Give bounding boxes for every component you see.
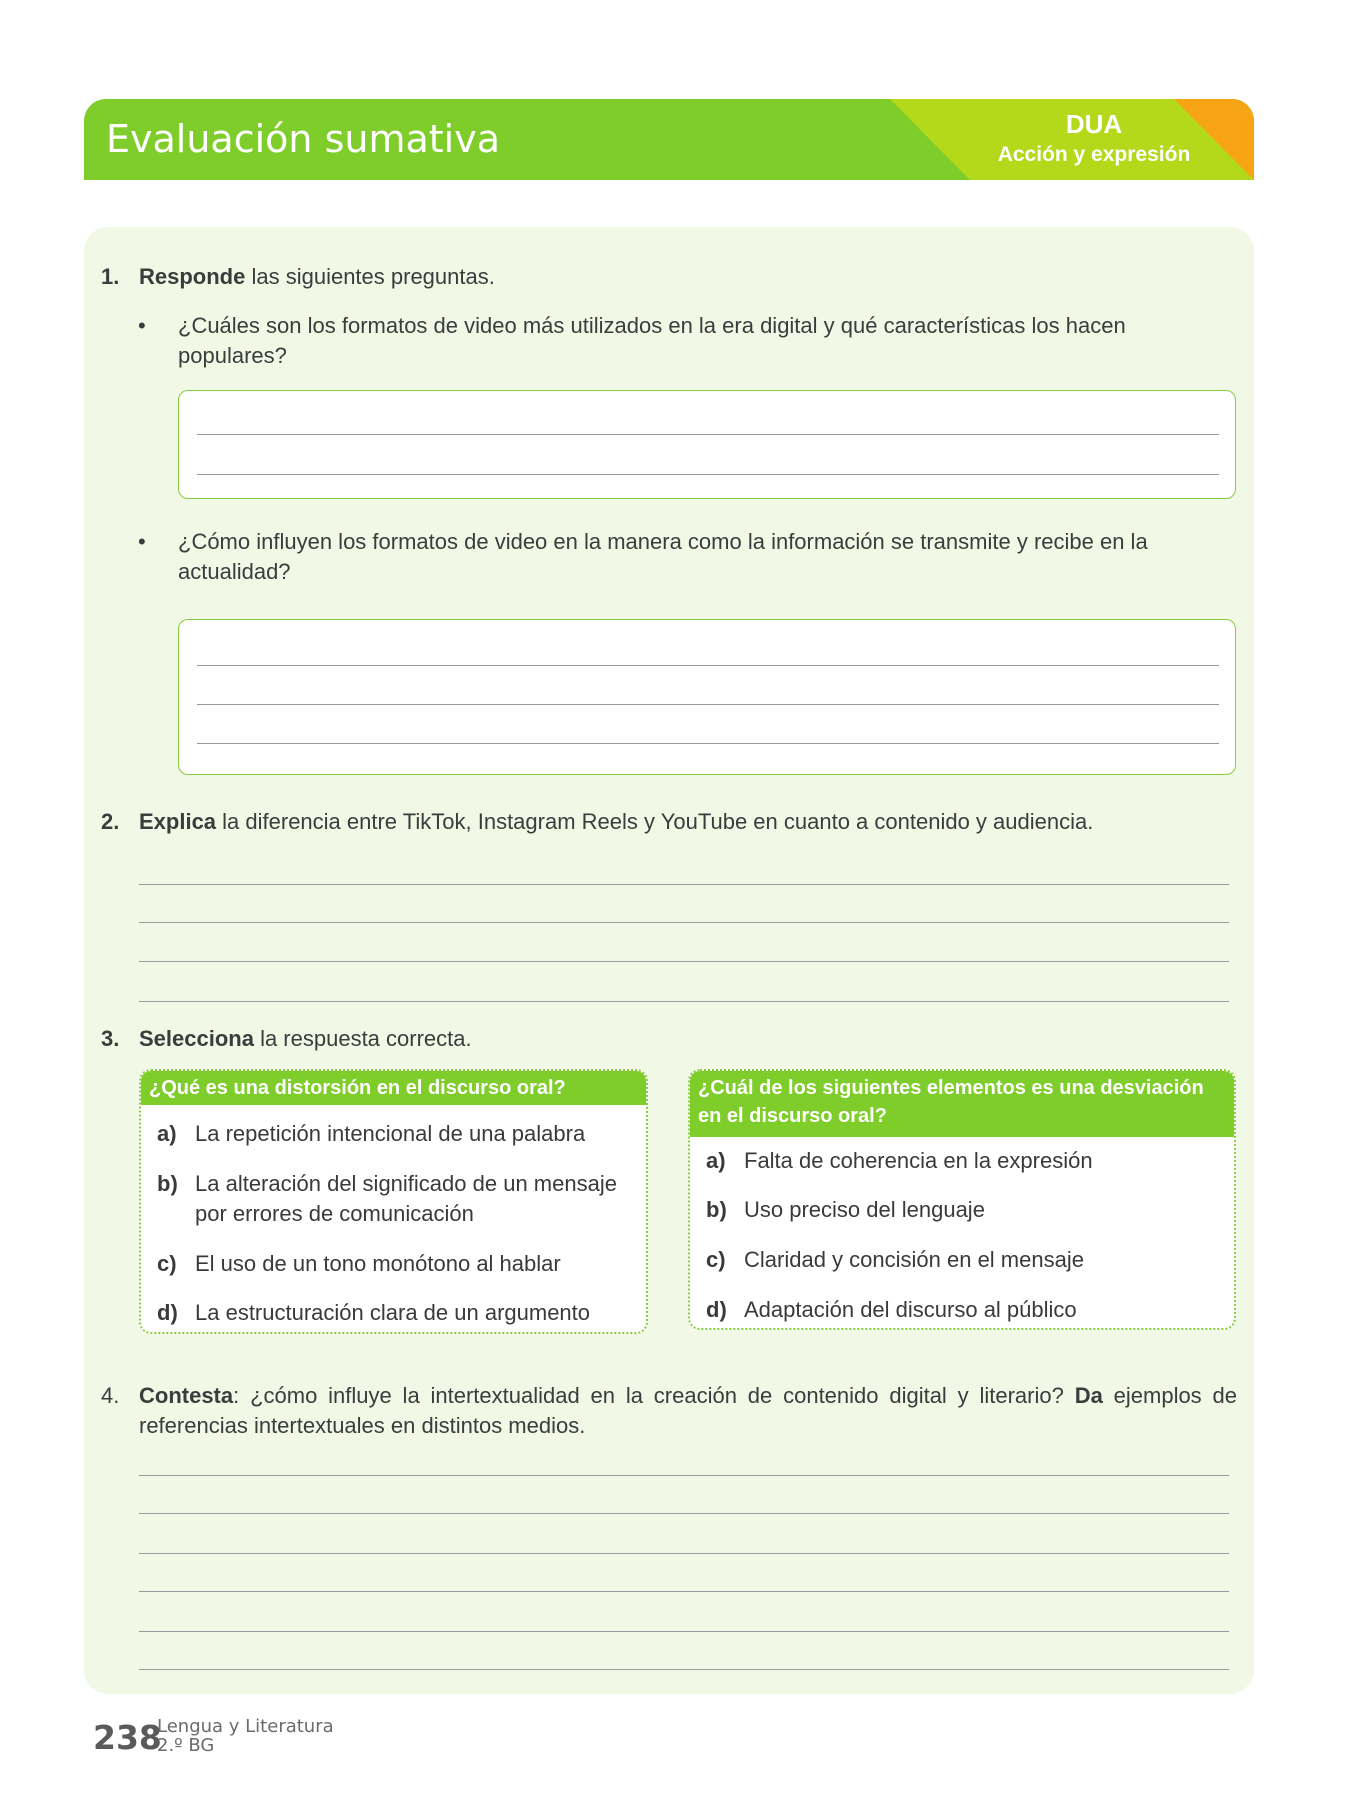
choice-card-2 bbox=[688, 1069, 1236, 1330]
question-number: 3. bbox=[101, 1026, 120, 1051]
question-3 bbox=[101, 1024, 472, 1054]
question-verb: Da bbox=[1074, 1383, 1103, 1408]
question-2 bbox=[101, 807, 1241, 837]
question-4-number: 4. bbox=[101, 1383, 120, 1408]
subject: Lengua y Literatura bbox=[157, 1716, 334, 1737]
answer-box-1[interactable] bbox=[178, 390, 1236, 499]
question-text: ejemplos de referencias intertextuales en distintos medios. bbox=[139, 1383, 1237, 1438]
bullet-question: ¿Cómo influyen los formatos de video en la manera como la información se transmite y recibe en la actualidad? bbox=[178, 529, 1148, 584]
question-text: la respuesta correcta. bbox=[253, 1026, 472, 1051]
card-question: ¿Qué es una distorsión en el discurso oral? bbox=[141, 1071, 646, 1105]
section-header bbox=[84, 99, 1254, 180]
option-a[interactable]: a) Falta de coherencia en la expresión bbox=[706, 1148, 1093, 1173]
question-verb: Responde bbox=[139, 264, 246, 289]
footer-subject bbox=[157, 1717, 334, 1755]
bullet-question: ¿Cuáles son los formatos de video más utilizados en la era digital y qué características los hacen populares? bbox=[178, 313, 1126, 368]
question-verb: Explica bbox=[139, 809, 217, 834]
question-text: las siguientes preguntas. bbox=[245, 264, 495, 289]
question-text: : ¿cómo influye la intertextualidad en la creación de contenido digital y literario? bbox=[233, 1383, 1075, 1408]
option-a[interactable]: a) La repetición intencional de una palabra bbox=[157, 1121, 586, 1146]
option-b[interactable]: b) La alteración del significado de un mensaje por errores de comunicación bbox=[157, 1171, 617, 1226]
option-d[interactable]: d) La estructuración clara de un argumento bbox=[157, 1300, 591, 1325]
bullet-icon: • bbox=[138, 529, 146, 554]
option-b[interactable]: b) Uso preciso del lenguaje bbox=[706, 1197, 985, 1222]
section-title: Evaluación sumativa bbox=[106, 117, 500, 161]
bullet-icon: • bbox=[138, 313, 146, 338]
dua-label: DUA bbox=[1065, 109, 1123, 139]
choice-card-1 bbox=[139, 1069, 648, 1334]
option-d[interactable]: d) Adaptación del discurso al público bbox=[706, 1297, 1077, 1322]
option-c[interactable]: c) El uso de un tono monótono al hablar bbox=[157, 1251, 561, 1276]
question-number: 2. bbox=[101, 809, 120, 834]
question-1 bbox=[101, 262, 495, 292]
card-question: ¿Cuál de los siguientes elementos es una desviación en el discurso oral? bbox=[690, 1071, 1234, 1137]
question-verb: Contesta bbox=[139, 1383, 234, 1408]
question-text: la diferencia entre TikTok, Instagram Reels y YouTube en cuanto a contenido y audiencia. bbox=[216, 809, 1094, 834]
question-4 bbox=[139, 1381, 1237, 1441]
page-number: 238 bbox=[93, 1718, 162, 1757]
grade: 2.º BG bbox=[157, 1735, 215, 1756]
option-c[interactable]: c) Claridad y concisión en el mensaje bbox=[706, 1247, 1084, 1272]
question-verb: Selecciona bbox=[139, 1026, 254, 1051]
question-number: 1. bbox=[101, 264, 120, 289]
dua-subtitle: Acción y expresión bbox=[997, 143, 1191, 166]
answer-box-2[interactable] bbox=[178, 619, 1236, 775]
